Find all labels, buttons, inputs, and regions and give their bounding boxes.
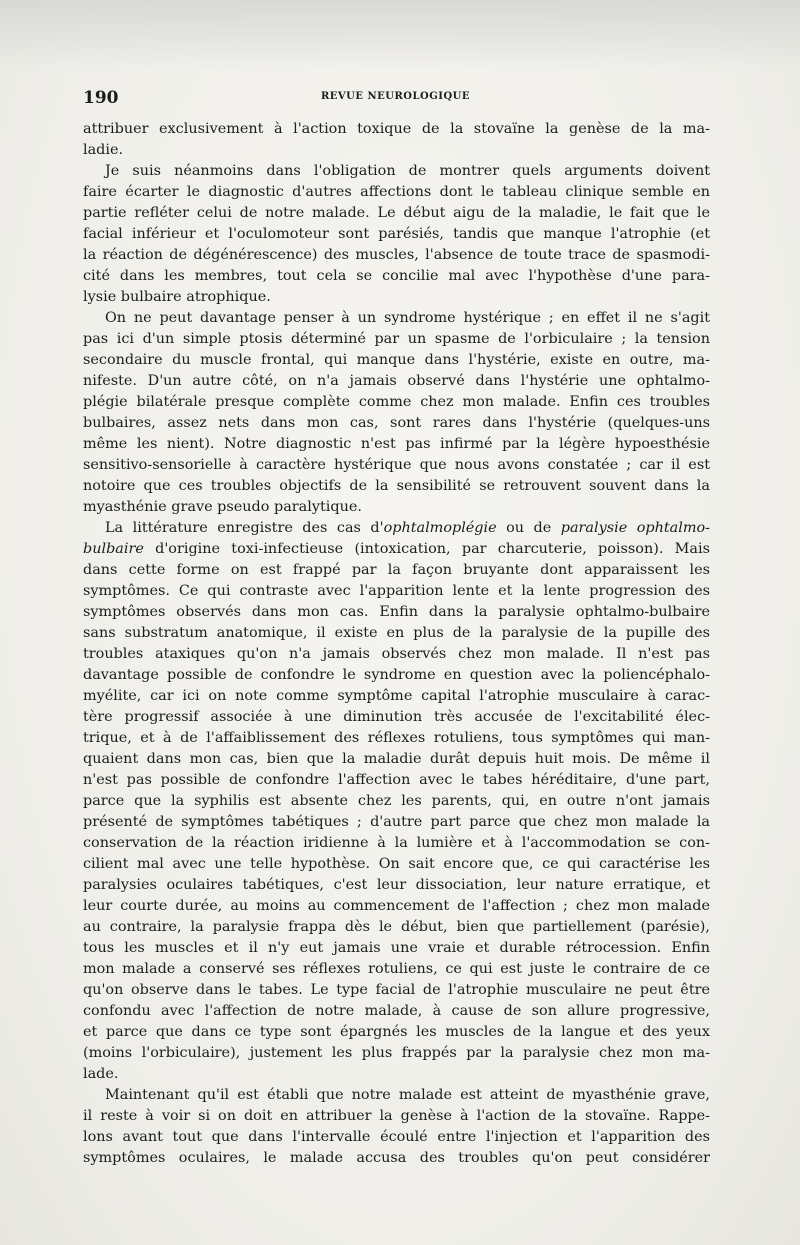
paragraph [83,161,710,308]
text-line: présenté de symptômes tabétiques ; d'autre part parce que chez mon malade la [83,814,710,830]
text-line: lons avant tout que dans l'intervalle écoulé entre l'injection et l'apparition des [83,1129,710,1145]
italic-term: ophtalmoplégie [383,520,497,536]
body-text [83,119,710,1169]
text-line: Maintenant qu'il est établi que notre malade est atteint de myasthénie grave, [105,1087,710,1103]
paragraph [83,119,710,161]
text-line: symptômes. Ce qui contraste avec l'apparition lente et la lente progression des [83,583,710,599]
text-line: parce que la syphilis est absente chez les parents, qui, en outre n'ont jamais [83,793,710,809]
text-line: ladie. [83,142,124,158]
text-line: il reste à voir si on doit en attribuer la genèse à l'action de la stovaïne. Rappe- [83,1108,710,1124]
italic-term: paralysie ophtalmo- [560,520,710,536]
page-header [83,88,708,112]
text-line: et parce que dans ce type sont épargnés les muscles de la langue et des yeux [83,1024,710,1040]
text-line: sans substratum anatomique, il existe en plus de la paralysie de la pupille des [83,625,710,641]
text-line: lysie bulbaire atrophique. [83,289,271,305]
text-line: bulbaire d'origine toxi-infectieuse (intoxication, par charcuterie, poisson). Mais [83,541,710,557]
text-line: symptômes observés dans mon cas. Enfin dans la paralysie ophtalmo-bulbaire [83,604,710,620]
text-line: La littérature enregistre des cas d'ophtalmoplégie ou de paralysie ophtalmo- [105,520,710,536]
text-line: pas ici d'un simple ptosis déterminé par un spasme de l'orbiculaire ; la tension [83,331,710,347]
text-line: quaient dans mon cas, bien que la maladie durât depuis huit mois. De même il [83,751,710,767]
text-line: (moins l'orbiculaire), justement les plus frappés par la paralysie chez mon ma- [83,1045,710,1061]
paragraph [83,1085,710,1169]
text-line: facial inférieur et l'oculomoteur sont parésiés, tandis que manque l'atrophie (et [83,226,710,242]
text-line: au contraire, la paralysie frappa dès le début, bien que partiellement (parésie), [83,919,710,935]
text-line: confondu avec l'affection de notre malade, à cause de son allure progressive, [83,1003,710,1019]
text-line: mon malade a conservé ses réflexes rotuliens, ce qui est juste le contraire de ce [83,961,710,977]
text-line: dans cette forme on est frappé par la façon bruyante dont apparaissent les [83,562,710,578]
text-line: n'est pas possible de confondre l'affection avec le tabes héréditaire, d'une part, [83,772,710,788]
text-line: trique, et à de l'affaiblissement des réflexes rotuliens, tous symptômes qui man- [83,730,710,746]
text-line: secondaire du muscle frontal, qui manque dans l'hystérie, existe en outre, ma- [83,352,710,368]
scan-shadow [0,0,800,70]
text-line: la réaction de dégénérescence) des muscles, l'absence de toute trace de spasmodi- [83,247,710,263]
text-line: leur courte durée, au moins au commencement de l'affection ; chez mon malade [83,898,710,914]
text-line: partie refléter celui de notre malade. Le début aigu de la maladie, le fait que le [83,205,710,221]
text-line: paralysies oculaires tabétiques, c'est leur dissociation, leur nature erratique, et [83,877,710,893]
text-line: myasthénie grave pseudo paralytique. [83,499,362,515]
text-line: lade. [83,1066,119,1082]
text-line: symptômes oculaires, le malade accusa des troubles qu'on peut considérer [83,1150,710,1166]
text-line: même les nient). Notre diagnostic n'est pas infirmé par la légère hypoesthésie [83,436,710,452]
text-line: notoire que ces troubles objectifs de la sensibilité se retrouvent souvent dans la [83,478,710,494]
text-line: davantage possible de confondre le syndrome en question avec la poliencéphalo- [83,667,710,683]
text-line: conservation de la réaction iridienne à la lumière et à l'accommodation se con- [83,835,710,851]
text-line: plégie bilatérale presque complète comme chez mon malade. Enfin ces troubles [83,394,710,410]
text-line: tère progressif associée à une diminution très accusée de l'excitabilité élec- [83,709,710,725]
text-line: bulbaires, assez nets dans mon cas, sont rares dans l'hystérie (quelques-uns [83,415,710,431]
page-number: 190 [83,88,119,108]
text-line: attribuer exclusivement à l'action toxique de la stovaïne la genèse de la ma- [83,121,710,137]
text-line: faire écarter le diagnostic d'autres affections dont le tableau clinique semble en [83,184,710,200]
text-line: myélite, car ici on note comme symptôme capital l'atrophie musculaire à carac- [83,688,710,704]
italic-term: bulbaire [83,541,144,557]
text-line: cité dans les membres, tout cela se concilie mal avec l'hypothèse d'une para- [83,268,710,284]
text-line: On ne peut davantage penser à un syndrome hystérique ; en effet il ne s'agit [105,310,710,326]
text-line: Je suis néanmoins dans l'obligation de montrer quels arguments doivent [105,163,710,179]
paragraph [83,518,710,1085]
text-line: tous les muscles et il n'y eut jamais une vraie et durable rétrocession. Enfin [83,940,710,956]
text-line: cilient mal avec une telle hypothèse. On sait encore que, ce qui caractérise les [83,856,710,872]
paragraph [83,308,710,518]
text-line: troubles ataxiques qu'on n'a jamais observés chez mon malade. Il n'est pas [83,646,710,662]
text-line: sensitivo-sensorielle à caractère hystérique que nous avons constatée ; car il est [83,457,710,473]
running-title: REVUE NEUROLOGIQUE [320,91,471,102]
text-line: nifeste. D'un autre côté, on n'a jamais observé dans l'hystérie une ophtalmo- [83,373,710,389]
text-line: qu'on observe dans le tabes. Le type facial de l'atrophie musculaire ne peut être [83,982,710,998]
